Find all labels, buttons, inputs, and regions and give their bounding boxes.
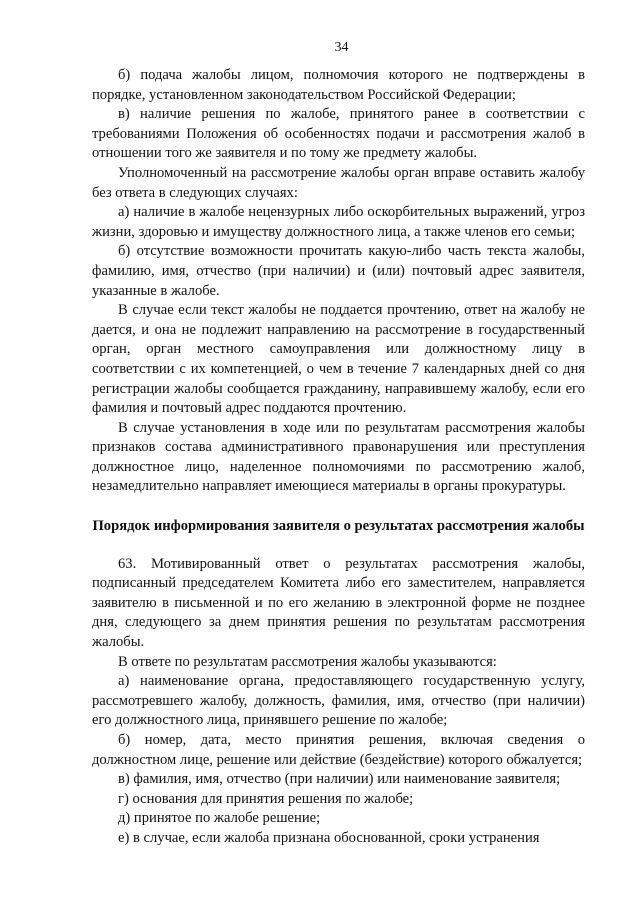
page-number: 34 bbox=[334, 40, 349, 55]
paragraph: в) фамилия, имя, отчество (при наличии) или наименование заявителя; bbox=[118, 771, 561, 788]
paragraph: д) принятое по жалобе решение; bbox=[118, 810, 321, 827]
paragraph: В случае если текст жалобы не поддается прочтению, ответ на жалобу не дается, и она не подлежит направлению на рассмотрение в государственный орган, орган местного самоуправления или должностному лицу в соответствии с их компетенцией, о чем в течение 7 календарных дней со дня регистрации жалобы сообщается гражданину, направившему жалобу, если его фамилия и почтовый адрес поддаются прочтению. bbox=[92, 302, 585, 417]
paragraph-block-2 bbox=[92, 555, 585, 849]
paragraph: В ответе по результатам рассмотрения жалобы указываются: bbox=[118, 653, 497, 670]
paragraph: 63. Мотивированный ответ о результатах рассмотрения жалобы, подписанный председателем Комитета либо его заместителем, направляется заявителю в письменной и по его желанию в электронной форме не позднее дня, следующего за днем принятия решения по результатам рассмотрения жалобы. bbox=[92, 555, 585, 651]
paragraph: г) основания для принятия решения по жалобе; bbox=[118, 790, 414, 807]
paragraph: б) номер, дата, место принятия решения, включая сведения о должностном лице, решение или действие (бездействие) которого обжалуется; bbox=[92, 732, 585, 768]
section-heading: Порядок информирования заявителя о результатах рассмотрения жалобы bbox=[92, 518, 585, 535]
paragraph-block-1 bbox=[92, 66, 585, 497]
paragraph: в) наличие решения по жалобе, принятого ранее в соответствии с требованиями Положения об особенностях подачи и рассмотрения жалоб в отношении того же заявителя и по тому же предмету жалобы. bbox=[92, 106, 585, 162]
paragraph: б) подача жалобы лицом, полномочия которого не подтверждены в порядке, установленном законодательством Российской Федерации; bbox=[92, 67, 585, 103]
paragraph: е) в случае, если жалоба признана обоснованной, сроки устранения bbox=[118, 829, 540, 846]
paragraph: Уполномоченный на рассмотрение жалобы орган вправе оставить жалобу без ответа в следующих случаях: bbox=[92, 164, 585, 201]
paragraph: а) наличие в жалобе нецензурных либо оскорбительных выражений, угроз жизни, здоровью и имуществу должностного лица, а также членов его семьи; bbox=[92, 204, 585, 240]
paragraph: б) отсутствие возможности прочитать какую-либо часть текста жалобы, фамилию, имя, отчество (при наличии) и (или) почтовый адрес заявителя, указанные в жалобе. bbox=[92, 243, 585, 299]
paragraph: В случае установления в ходе или по результатам рассмотрения жалобы признаков состава административного правонарушения или преступления должностное лицо, наделенное полномочиями по рассмотрению жалоб, незамедлительно направляет имеющиеся материалы в органы прокуратуры. bbox=[92, 419, 585, 495]
paragraph: а) наименование органа, предоставляющего государственную услугу, рассмотревшего жалобу, должность, фамилия, имя, отчество (при наличии) его должностного лица, принявшего решение по жалобе; bbox=[92, 673, 585, 729]
